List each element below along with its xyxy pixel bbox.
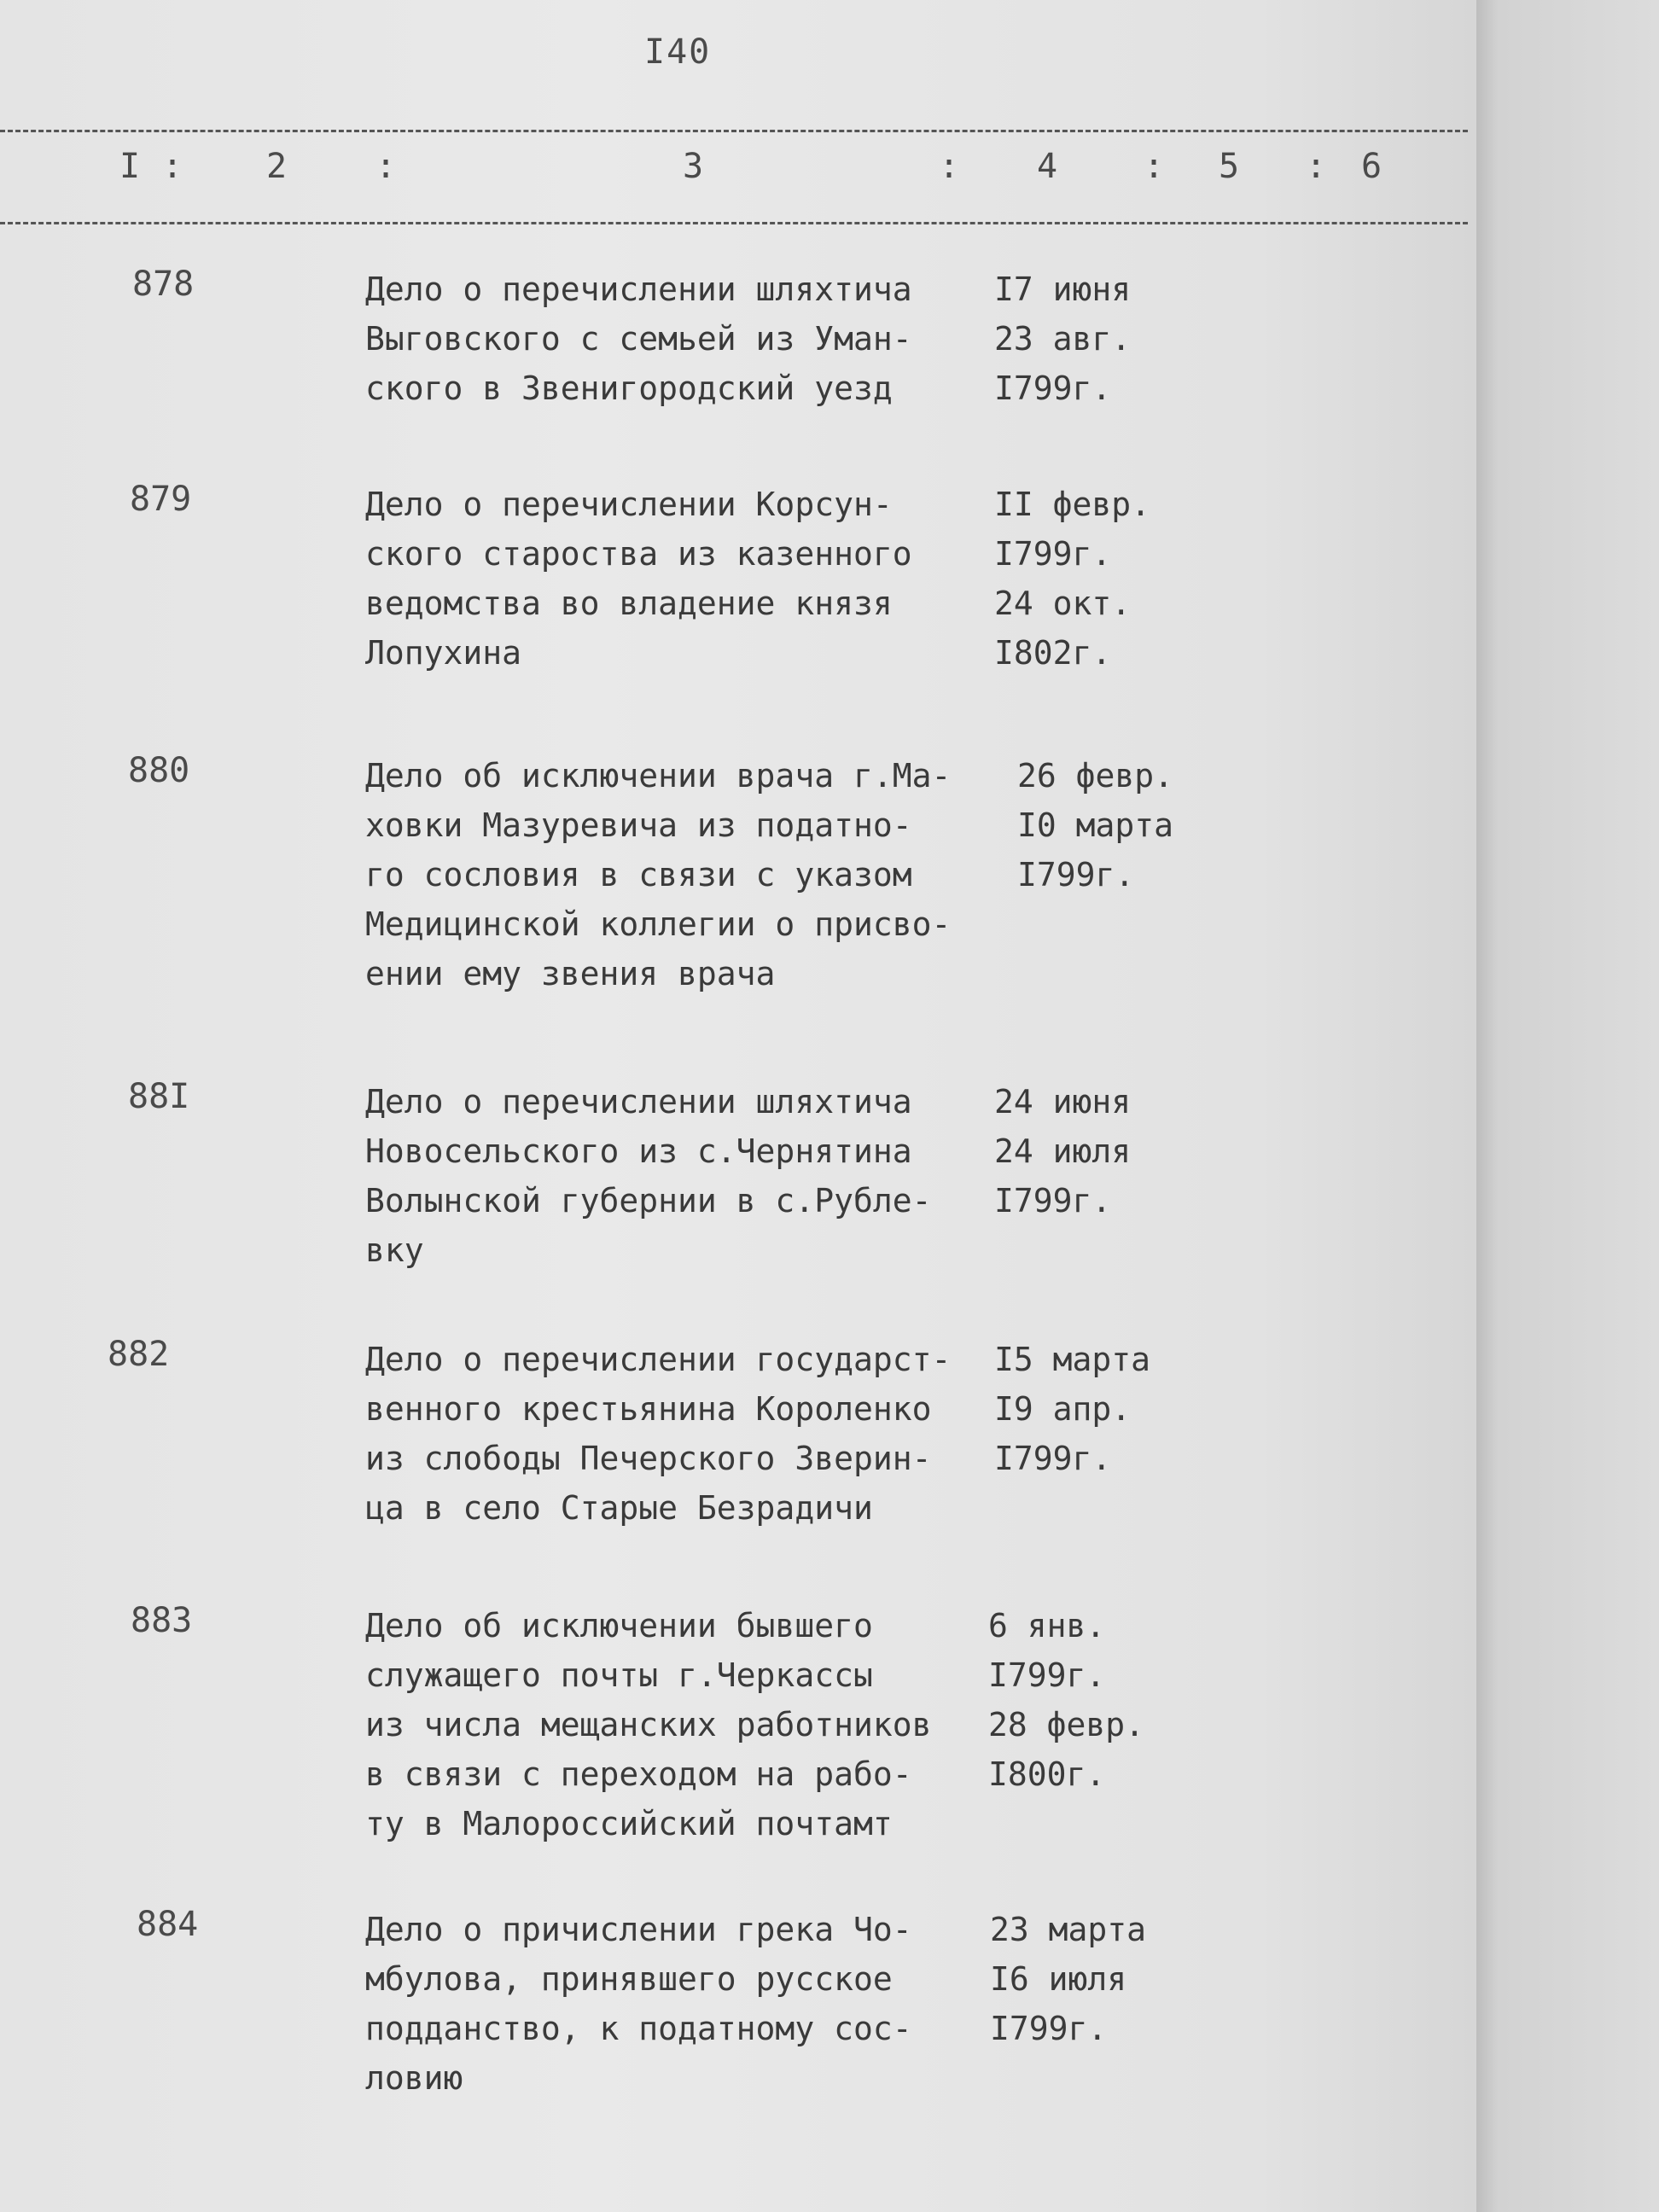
date-line: I799г.	[990, 2010, 1108, 2047]
date-line: I5 марта	[994, 1341, 1151, 1378]
description-line: из слободы Печерского Зверин-	[365, 1440, 932, 1477]
date-line: 23 марта	[990, 1911, 1147, 1948]
column-separator: :	[162, 147, 183, 186]
record-number: 884	[137, 1905, 199, 1944]
record-dates	[994, 1077, 1216, 1225]
description-line: Лопухина	[365, 634, 522, 672]
record-dates	[990, 1905, 1212, 2053]
description-line: го сословия в связи с указом	[365, 856, 912, 894]
record-number: 88I	[128, 1077, 190, 1116]
description-line: Дело о перечислении государст-	[365, 1341, 952, 1378]
description-line: служащего почты г.Черкассы	[365, 1656, 873, 1694]
record-description	[365, 265, 1014, 413]
column-header-2: 2	[266, 147, 288, 186]
date-line: 24 июля	[994, 1132, 1132, 1170]
description-line: Медицинской коллегии о присво-	[365, 905, 952, 943]
description-line: Новосельского из с.Чернятина	[365, 1132, 912, 1170]
record-description	[365, 1335, 1014, 1533]
description-line: венного крестьянина Короленко	[365, 1390, 932, 1428]
date-line: I800г.	[988, 1755, 1106, 1793]
record-dates	[994, 480, 1216, 678]
page-number: I40	[644, 32, 712, 72]
date-line: 6 янв.	[988, 1607, 1106, 1644]
column-header-5: 5	[1219, 147, 1240, 186]
date-line: I799г.	[1017, 856, 1135, 894]
description-line: Дело о перечислении шляхтича	[365, 1083, 912, 1121]
description-line: Дело о причислении грека Чо-	[365, 1911, 912, 1948]
record-dates	[994, 265, 1216, 413]
column-separator: :	[1306, 147, 1327, 186]
date-line: I802г.	[994, 634, 1112, 672]
date-line: 23 авг.	[994, 320, 1132, 358]
description-line: Волынской губернии в с.Рубле-	[365, 1182, 932, 1220]
date-line: 28 февр.	[988, 1706, 1145, 1743]
page-edge-background	[1476, 0, 1659, 2212]
description-line: ении ему звения врача	[365, 955, 776, 992]
date-line: I799г.	[994, 370, 1112, 407]
record-number: 883	[131, 1601, 193, 1640]
date-line: I0 марта	[1017, 806, 1174, 844]
column-header-6: 6	[1361, 147, 1382, 186]
description-line: вку	[365, 1231, 424, 1269]
column-header-1: I	[119, 147, 141, 186]
record-description	[365, 1601, 1014, 1848]
description-line: Дело о перечислении шляхтича	[365, 271, 912, 308]
date-line: I799г.	[994, 1440, 1112, 1477]
record-number: 880	[128, 751, 190, 790]
record-number: 879	[130, 480, 192, 519]
description-line: ца в село Старые Безрадичи	[365, 1489, 873, 1527]
record-number: 878	[132, 265, 195, 304]
record-description	[365, 1077, 1014, 1275]
description-line: из числа мещанских работников	[365, 1706, 932, 1743]
description-line: ведомства во владение князя	[365, 585, 893, 622]
record-description	[365, 1905, 1014, 2103]
date-line: I799г.	[988, 1656, 1106, 1694]
column-header-3: 3	[683, 147, 704, 186]
description-line: Выговского с семьей из Уман-	[365, 320, 912, 358]
record-number: 882	[108, 1335, 170, 1374]
description-line: Дело об исключении врача г.Ма-	[365, 757, 952, 795]
description-line: ховки Мазуревича из податно-	[365, 806, 912, 844]
description-line: ту в Малороссийский почтамт	[365, 1805, 893, 1842]
description-line: ского в Звенигородский уезд	[365, 370, 893, 407]
description-line: ского староства из казенного	[365, 535, 912, 573]
record-dates	[994, 1335, 1216, 1483]
column-separator: :	[939, 147, 960, 186]
description-line: Дело о перечислении Корсун-	[365, 486, 893, 523]
record-description	[365, 751, 1014, 998]
date-line: II февр.	[994, 486, 1151, 523]
date-line: 24 июня	[994, 1083, 1132, 1121]
date-line: I7 июня	[994, 271, 1132, 308]
header-bottom-rule	[0, 222, 1468, 224]
date-line: 24 окт.	[994, 585, 1132, 622]
column-separator: :	[375, 147, 397, 186]
description-line: подданство, к податному сос-	[365, 2010, 912, 2047]
date-line: I6 июля	[990, 1960, 1127, 1998]
header-top-rule	[0, 130, 1468, 132]
record-dates	[988, 1601, 1210, 1799]
description-line: Дело об исключении бывшего	[365, 1607, 873, 1644]
record-description	[365, 480, 1014, 678]
date-line: I799г.	[994, 1182, 1112, 1220]
record-dates	[1017, 751, 1239, 899]
description-line: в связи с переходом на рабо-	[365, 1755, 912, 1793]
date-line: 26 февр.	[1017, 757, 1174, 795]
column-separator: :	[1144, 147, 1165, 186]
date-line: I799г.	[994, 535, 1112, 573]
description-line: мбулова, принявшего русское	[365, 1960, 893, 1998]
date-line: I9 апр.	[994, 1390, 1132, 1428]
description-line: ловию	[365, 2059, 463, 2097]
column-header-4: 4	[1037, 147, 1058, 186]
